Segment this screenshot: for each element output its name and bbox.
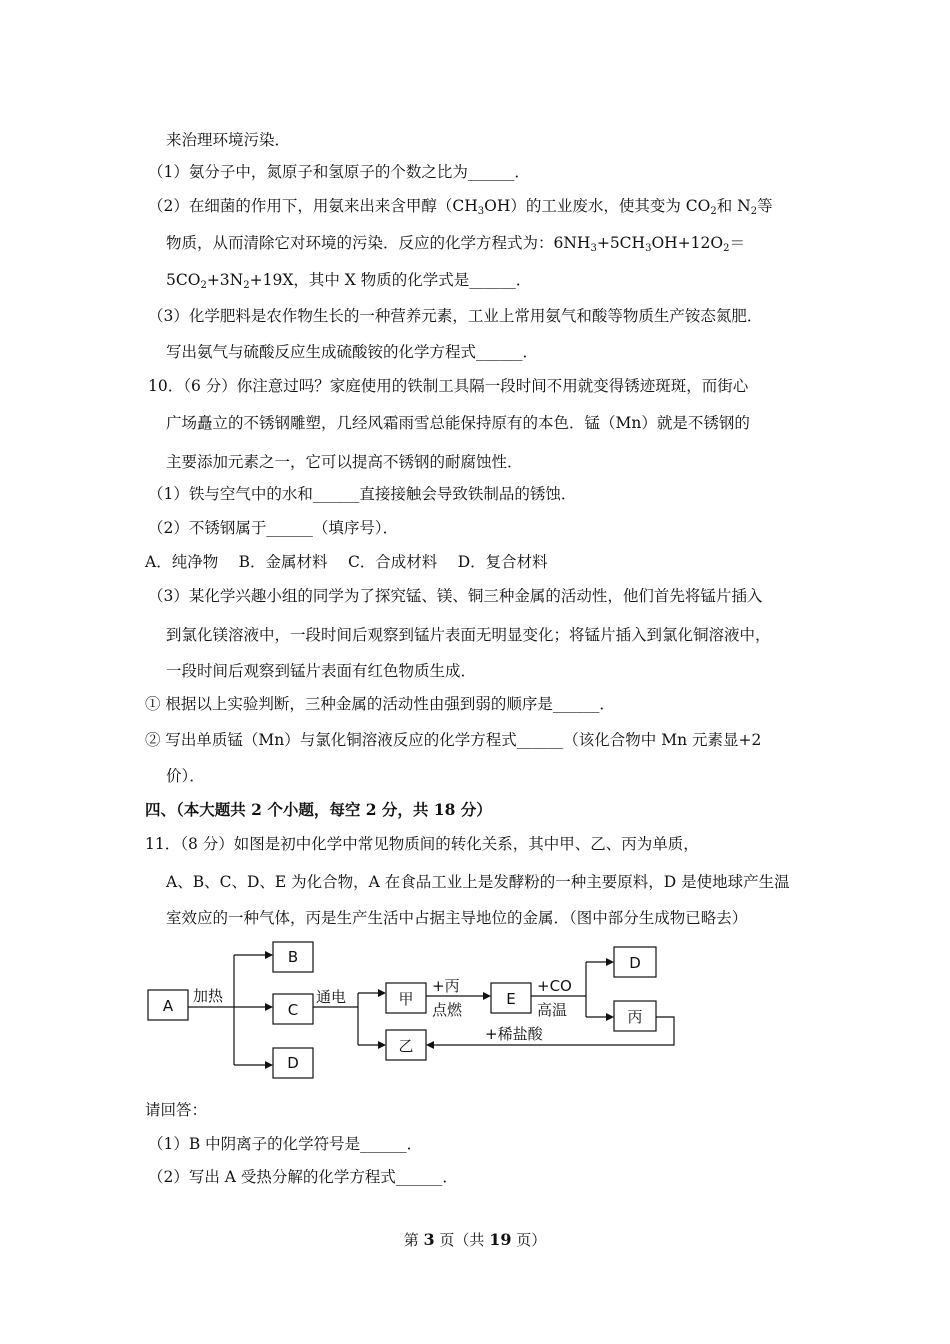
question-10-1: （1）铁与空气中的水和______直接接触会导致铁制品的锈蚀． (148, 485, 577, 503)
text-line: 广场矗立的不锈钢雕塑，几经风霜雨雪总能保持原有的本色．锰（Mn）就是不锈钢的 (166, 414, 750, 432)
text-line: 写出氨气与硫酸反应生成硫酸铵的化学方程式______． (166, 343, 539, 361)
total-pages: 19 (489, 1230, 512, 1249)
electrolysis-label: 通电 (316, 988, 347, 1006)
section-heading: 四、（本大题共 2 个小题，每空 2 分，共 18 分） (145, 800, 492, 819)
equation-line: 物质，从而清除它对环境的污染．反应的化学方程式为：$6NH_3+5CH_3OH+12O_2=$ (166, 234, 745, 254)
page-footer: 第 3 页（共 19 页） (403, 1230, 547, 1249)
text-line: 请回答： (145, 1101, 208, 1119)
text-line: 主要添加元素之一，它可以提高不锈钢的耐腐蚀性． (166, 453, 523, 471)
box-c-label: C (287, 1001, 299, 1019)
question-9-2: （2）在细菌的作用下，用氨来出来含甲醇$(CH_3OH)$的工业废水，使其变为 $CO_2$和 $N_2$等 (148, 197, 773, 217)
question-11-1: （1）B 中阴离子的化学符号是______． (148, 1135, 423, 1153)
plus-hcl-label: +稀盐酸 (485, 1025, 543, 1043)
question-9-1: （1）氨分子中，氮原子和氢原子的个数之比为______． (148, 163, 530, 181)
question-11: 11．（8 分）如图是初中化学中常见物质间的转化关系，其中甲、乙、丙为单质， (145, 835, 699, 853)
options-line: A．纯净物 B．金属材料 C．合成材料 D．复合材料 (145, 553, 548, 571)
question-9-3: （3）化学肥料是农作物生长的一种营养元素，工业上常用氨气和酸等物质生产铵态氮肥． (148, 307, 763, 325)
equation-line-2: $5CO_2+3N_2+19X$，其中 X 物质的化学式是______． (166, 271, 532, 291)
conversion-diagram (140, 935, 700, 1085)
question-10: 10．（6 分）你注意过吗？家庭使用的铁制工具隔一段时间不用就变得锈迹斑斑，而街心 (148, 377, 749, 395)
text-line: 来治理环境污染． (166, 131, 291, 149)
question-10-2: （2）不锈钢属于______（填序号）． (148, 519, 399, 537)
text-line: 到氯化镁溶液中，一段时间后观察到锰片表面无明显变化；将锰片插入到氯化铜溶液中， (166, 626, 771, 644)
box-e-label: E (506, 990, 516, 1008)
box-d2-label: D (629, 954, 641, 972)
box-yi-label: 乙 (398, 1037, 414, 1055)
text-line: 一段时间后观察到锰片表面有红色物质生成． (166, 662, 477, 680)
heat-label: 加热 (193, 987, 224, 1005)
plus-bing-label: +丙 (432, 977, 460, 995)
plus-co-label: +CO (537, 977, 572, 995)
box-b-label: B (287, 948, 299, 966)
text-line: A、B、C、D、E 为化合物，A 在食品工业上是发酵粉的一种主要原料，D 是使地球产生温 (166, 873, 790, 891)
ignite-label: 点燃 (432, 1001, 463, 1019)
page-number: 3 (423, 1230, 435, 1249)
box-a-label: A (162, 997, 174, 1015)
text-line: 室效应的一种气体，丙是生产生活中占据主导地位的金属．（图中部分生成物已略去） (166, 909, 748, 927)
box-bing-label: 丙 (627, 1008, 643, 1026)
question-10-3: （3）某化学兴趣小组的同学为了探究锰、镁、铜三种金属的活动性，他们首先将锰片插入 (148, 587, 763, 605)
question-10-3-b: ② 写出单质锰（Mn）与氯化铜溶液反应的化学方程式______（该化合物中 Mn 元素显+2 (145, 731, 762, 749)
question-10-3-a: ① 根据以上实验判断，三种金属的活动性由强到弱的顺序是______． (145, 695, 615, 713)
question-11-2: （2）写出 A 受热分解的化学方程式______． (148, 1168, 458, 1186)
box-jia-label: 甲 (398, 990, 414, 1008)
high-temp-label: 高温 (537, 1001, 568, 1019)
text-line: 价）． (166, 767, 205, 785)
box-d-label: D (287, 1054, 299, 1072)
